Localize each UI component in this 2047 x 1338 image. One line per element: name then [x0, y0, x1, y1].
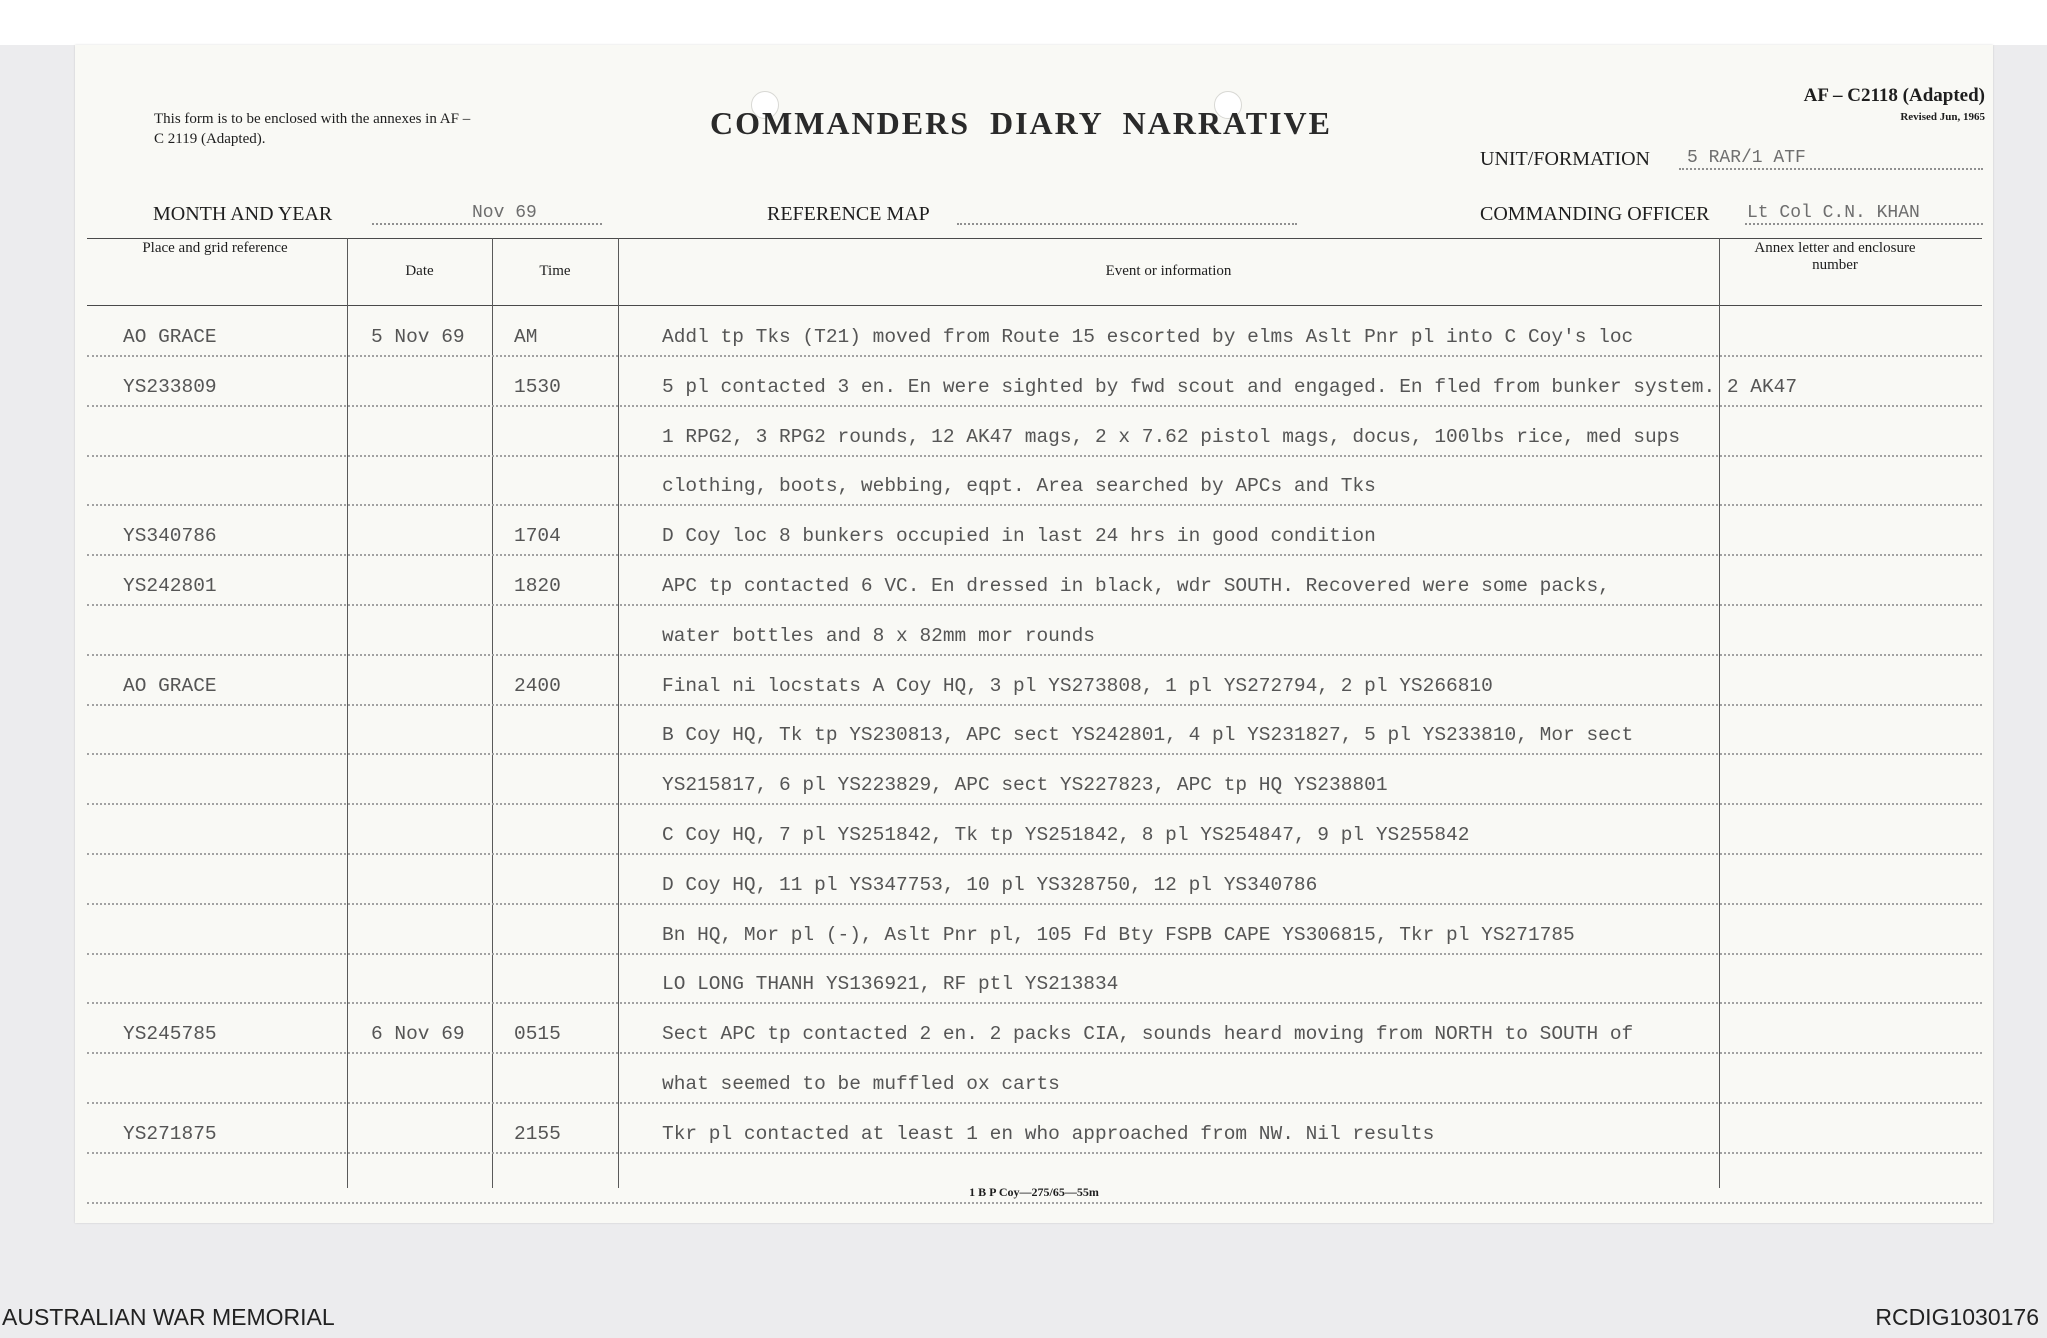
table-row	[87, 307, 1982, 357]
row-time: 1530	[514, 375, 561, 398]
form-number: AF – C2118 (Adapted)	[1803, 85, 1985, 106]
col-header-annex: Annex letter and enclosure number	[1754, 240, 1916, 273]
row-event: 1 RPG2, 3 RPG2 rounds, 12 AK47 mags, 2 x 7.62 pistol mags, docus, 100lbs rice, med sups	[662, 425, 1681, 448]
archive-id: RCDIG1030176	[1875, 1304, 2039, 1330]
table-row	[87, 656, 1982, 706]
month-year-label: MONTH AND YEAR	[153, 203, 333, 225]
row-event: YS215817, 6 pl YS223829, APC sect YS227823, APC tp HQ YS238801	[662, 774, 1388, 797]
row-time: 1704	[514, 525, 561, 548]
row-event: what seemed to be muffled ox carts	[662, 1073, 1060, 1095]
table-row	[87, 506, 1982, 556]
table-row	[87, 357, 1982, 407]
row-event: Final ni locstats A Coy HQ, 3 pl YS273808, 1 pl YS272794, 2 pl YS266810	[662, 674, 1493, 697]
row-place: YS242801	[123, 575, 217, 597]
row-place: YS233809	[123, 375, 217, 398]
row-event: D Coy HQ, 11 pl YS347753, 10 pl YS328750, 12 pl YS340786	[662, 873, 1318, 896]
table-row	[87, 1104, 1982, 1154]
table-row	[87, 954, 1982, 1004]
row-time: 2400	[514, 674, 561, 697]
diary-form-sheet	[75, 45, 1993, 1223]
row-event: 5 pl contacted 3 en. En were sighted by fwd scout and engaged. En fled from bunker system. 2 AK47	[662, 375, 1798, 398]
table-row	[87, 805, 1982, 855]
row-place: AO GRACE	[123, 674, 217, 697]
table-row	[87, 556, 1982, 606]
row-event: Tkr pl contacted at least 1 en who approached from NW. Nil results	[662, 1122, 1435, 1145]
commanding-officer-label: COMMANDING OFFICER	[1480, 203, 1710, 225]
table-row	[87, 407, 1982, 457]
row-time: 0515	[514, 1023, 561, 1046]
table-row	[87, 1004, 1982, 1054]
row-event: B Coy HQ, Tk tp YS230813, APC sect YS242801, 4 pl YS231827, 5 pl YS233810, Mor sect	[662, 724, 1634, 747]
row-event: APC tp contacted 6 VC. En dressed in black, wdr SOUTH. Recovered were some packs,	[662, 575, 1610, 597]
row-event: C Coy HQ, 7 pl YS251842, Tk tp YS251842, 8 pl YS254847, 9 pl YS255842	[662, 824, 1470, 846]
month-year-field: Nov 69	[372, 201, 602, 225]
row-date: 5 Nov 69	[371, 326, 465, 348]
table-row	[87, 1054, 1982, 1104]
row-date: 6 Nov 69	[371, 1023, 465, 1046]
enclosure-note: This form is to be enclosed with the annexes in AF – C 2119 (Adapted).	[154, 111, 471, 147]
row-event: water bottles and 8 x 82mm mor rounds	[662, 624, 1095, 647]
table-row	[87, 456, 1982, 506]
table-row	[87, 855, 1982, 905]
row-event: Addl tp Tks (T21) moved from Route 15 escorted by elms Aslt Pnr pl into C Coy's loc	[662, 326, 1634, 348]
scan-top-margin	[0, 0, 2047, 45]
unit-label: UNIT/FORMATION	[1480, 148, 1650, 170]
row-event: Bn HQ, Mor pl (-), Aslt Pnr pl, 105 Fd Bty FSPB CAPE YS306815, Tkr pl YS271785	[662, 923, 1575, 946]
row-event: clothing, boots, webbing, eqpt. Area searched by APCs and Tks	[662, 475, 1376, 498]
table-top-rule	[87, 238, 1982, 239]
unit-field: 5 RAR/1 ATF	[1679, 146, 1983, 170]
col-header-date: Date	[405, 263, 434, 279]
table-row	[87, 606, 1982, 656]
table-header-rule	[87, 305, 1982, 306]
col-header-time: Time	[539, 263, 571, 279]
table-row	[87, 905, 1982, 955]
row-place: AO GRACE	[123, 326, 217, 348]
row-event: Sect APC tp contacted 2 en. 2 packs CIA, sounds heard moving from NORTH to SOUTH of	[662, 1023, 1634, 1046]
commanding-officer-field: Lt Col C.N. KHAN	[1745, 201, 1983, 225]
revision-date: Revised Jun, 1965	[1900, 111, 1985, 123]
row-place: YS245785	[123, 1023, 217, 1046]
row-time: AM	[514, 326, 538, 348]
row-place: YS271875	[123, 1122, 217, 1145]
table-row	[87, 755, 1982, 805]
row-time: 2155	[514, 1122, 561, 1145]
table-row	[87, 705, 1982, 755]
form-title: COMMANDERS DIARY NARRATIVE	[710, 105, 1332, 141]
archive-credit: AUSTRALIAN WAR MEMORIAL	[2, 1304, 335, 1330]
row-place: YS340786	[123, 525, 217, 548]
row-event: LO LONG THANH YS136921, RF ptl YS213834	[662, 973, 1119, 996]
row-time: 1820	[514, 575, 561, 597]
reference-map-label: REFERENCE MAP	[767, 203, 930, 225]
row-event: D Coy loc 8 bunkers occupied in last 24 hrs in good condition	[662, 525, 1376, 548]
printer-imprint: 1 B P Coy—275/65—55m	[969, 1185, 1099, 1199]
reference-map-field	[957, 201, 1297, 225]
col-header-event: Event or information	[1105, 263, 1232, 279]
col-header-place: Place and grid reference	[142, 240, 288, 256]
